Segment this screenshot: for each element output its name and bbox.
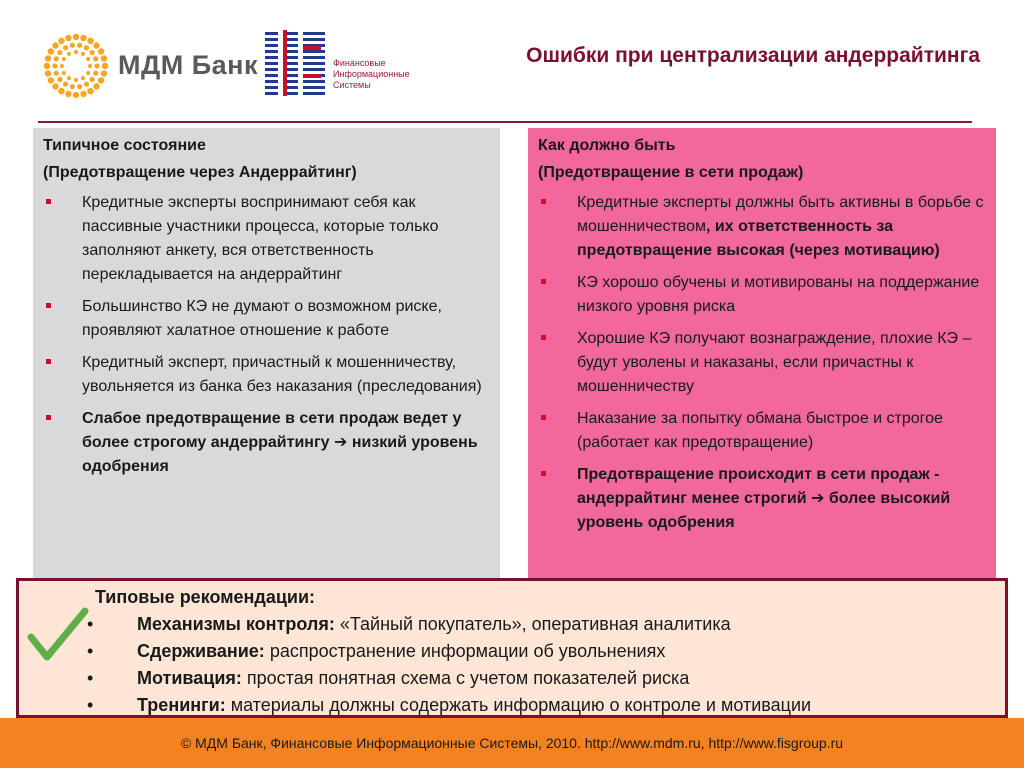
logo-dot	[86, 57, 90, 61]
logo-dot	[81, 52, 85, 56]
bullet-icon	[541, 471, 546, 476]
recommendations-box	[16, 578, 1008, 718]
recommendation-line	[137, 665, 689, 692]
panel-subtitle: (Предотвращение через Андеррайтинг)	[43, 164, 357, 181]
list-item	[43, 295, 490, 343]
logo-dot	[52, 63, 57, 68]
recommendation-line	[137, 638, 665, 665]
logo-dot	[57, 50, 62, 55]
bullet-dot: •	[87, 695, 94, 715]
logo-dot	[101, 70, 107, 76]
logo-dot	[102, 63, 108, 69]
recommendation-item	[19, 692, 1005, 719]
logo-dot	[81, 76, 85, 80]
list-item-text: Хорошие КЭ получают вознаграждение, плохие КЭ – будут уволены и наказаны, если причастны к мошенничеству	[577, 330, 972, 395]
list-item	[538, 327, 986, 399]
logo-dot	[62, 71, 66, 75]
logo-dot	[60, 64, 64, 68]
logo-dot	[98, 48, 104, 54]
recommendation-text: «Тайный покупатель», оперативная аналитика	[334, 614, 731, 634]
list-item	[538, 191, 986, 263]
list-item-text: Большинство КЭ не думают о возможном риске, проявляют халатное отношение к работе	[82, 298, 442, 339]
logo-dot	[63, 82, 68, 87]
logo-dot	[62, 57, 66, 61]
list-item	[538, 407, 986, 455]
footer-copyright: © МДМ Банк, Финансовые Информационные Системы, 2010. http://www.mdm.ru, http://www.fisgroup.ru	[0, 718, 1024, 768]
logo-dot	[77, 84, 82, 89]
list-item-text: Кредитный эксперт, причастный к мошенничеству, увольняется из банка без наказания (преследования)	[82, 354, 482, 395]
bullet-dot: •	[87, 614, 94, 634]
recommendations-list	[19, 611, 1005, 719]
logo-dot	[45, 55, 51, 61]
logo-dot	[70, 43, 75, 48]
recommendation-line	[137, 692, 811, 719]
logo-dot	[73, 92, 79, 98]
bullet-icon	[541, 279, 546, 284]
logo-dot	[93, 71, 98, 76]
logo-dot	[54, 71, 59, 76]
list-item-text: Кредитные эксперты должны быть активны в борьбе с мошенничеством	[577, 194, 984, 235]
bullet-icon	[46, 359, 51, 364]
logo-dot	[48, 48, 54, 54]
recommendation-key: Тренинги:	[137, 695, 226, 715]
list-item-bold-text: , их ответственность за предотвращение высокая (через мотивацию)	[577, 218, 940, 259]
logo-dot	[94, 63, 99, 68]
logo-dot	[65, 35, 71, 41]
title-divider	[38, 121, 972, 123]
fis-name-line: Финансовые	[333, 58, 386, 68]
typical-state-panel	[33, 128, 500, 578]
logo-dot	[73, 34, 79, 40]
panel-title: Как должно быть	[538, 137, 676, 154]
bank-name: МДМ Банк	[118, 50, 258, 80]
bullet-icon	[46, 199, 51, 204]
fis-name-line: Системы	[333, 80, 371, 90]
logo-dot	[67, 76, 71, 80]
logo-dot	[58, 38, 64, 44]
header	[0, 0, 1024, 120]
recommendation-item	[19, 665, 1005, 692]
recommendation-item	[19, 638, 1005, 665]
logo-dot	[93, 42, 99, 48]
logo-dot	[74, 78, 78, 82]
logo-dot	[87, 38, 93, 44]
bullet-icon	[46, 415, 51, 420]
list-item	[43, 191, 490, 287]
logo-dot	[65, 91, 71, 97]
logo-dot	[74, 50, 78, 54]
logo-dot	[80, 91, 86, 97]
recommendation-key: Сдерживание:	[137, 641, 265, 661]
fis-name-line: Информационные	[333, 69, 410, 79]
list-item-text: Наказание за попытку обмана быстрое и строгое (работает как предотвращение)	[577, 410, 943, 451]
logo-dot	[84, 45, 89, 50]
list-item-text: Предотвращение происходит в сети продаж - андеррайтинг менее строгий ➔ более высокий уровень одобрения	[577, 466, 951, 531]
list-item	[43, 407, 490, 479]
logo-dot	[89, 77, 94, 82]
logo-dot	[52, 83, 58, 89]
recommendation-text: простая понятная схема с учетом показателей риска	[241, 668, 690, 688]
logo-dot	[93, 56, 98, 61]
recommendation-item	[19, 611, 1005, 638]
recommendation-text: материалы должны содержать информацию о контроле и мотивации	[225, 695, 812, 715]
target-state-list	[538, 191, 986, 535]
list-item	[43, 351, 490, 399]
target-state-panel	[528, 128, 996, 578]
logo-dot	[87, 88, 93, 94]
logo-dot	[77, 43, 82, 48]
logo-dot	[98, 77, 104, 83]
logo-dot	[45, 70, 51, 76]
panel-subtitle: (Предотвращение в сети продаж)	[538, 164, 804, 181]
logo-dot	[48, 77, 54, 83]
logo-dot	[54, 56, 59, 61]
bullet-dot: •	[87, 668, 94, 688]
logo-dot	[84, 82, 89, 87]
logo-dot	[101, 55, 107, 61]
bullet-dot: •	[87, 641, 94, 661]
list-item-text: Слабое предотвращение в сети продаж ведет у более строгому андеррайтингу ➔ низкий уровень одобрения	[82, 410, 478, 475]
list-item	[538, 463, 986, 535]
logo-dot	[57, 77, 62, 82]
recommendations-title: Типовые рекомендации:	[95, 587, 316, 607]
typical-state-list	[43, 191, 490, 479]
logo-dot	[67, 52, 71, 56]
bullet-icon	[541, 415, 546, 420]
logo-dot	[86, 71, 90, 75]
slide-title: Ошибки при централизации андеррайтинга	[526, 44, 980, 67]
fis-name	[333, 58, 423, 91]
logo-dot	[88, 64, 92, 68]
recommendation-key: Механизмы контроля:	[137, 614, 335, 634]
logo-dot	[70, 84, 75, 89]
logo-dot	[63, 45, 68, 50]
logo-dot	[80, 35, 86, 41]
panel-title: Типичное состояние	[43, 137, 206, 154]
logo-dot	[93, 83, 99, 89]
fis-logo-icon	[262, 28, 328, 98]
bullet-icon	[541, 335, 546, 340]
logo-dot	[52, 42, 58, 48]
logo-dot	[89, 50, 94, 55]
bullet-icon	[46, 303, 51, 308]
mdm-logo-icon	[44, 34, 108, 98]
bullet-icon	[541, 199, 546, 204]
logo-dot	[58, 88, 64, 94]
recommendation-key: Мотивация:	[137, 668, 242, 688]
recommendation-line	[137, 611, 731, 638]
logo-dot	[44, 63, 50, 69]
recommendation-text: распространение информации об увольнениях	[264, 641, 666, 661]
list-item-text: Кредитные эксперты воспринимают себя как пассивные участники процесса, которые только заполняют анкету, вся ответственность перекладывается на андеррайтинг	[82, 194, 439, 283]
list-item	[538, 271, 986, 319]
list-item-text: КЭ хорошо обучены и мотивированы на поддержание низкого уровня риска	[577, 274, 980, 315]
